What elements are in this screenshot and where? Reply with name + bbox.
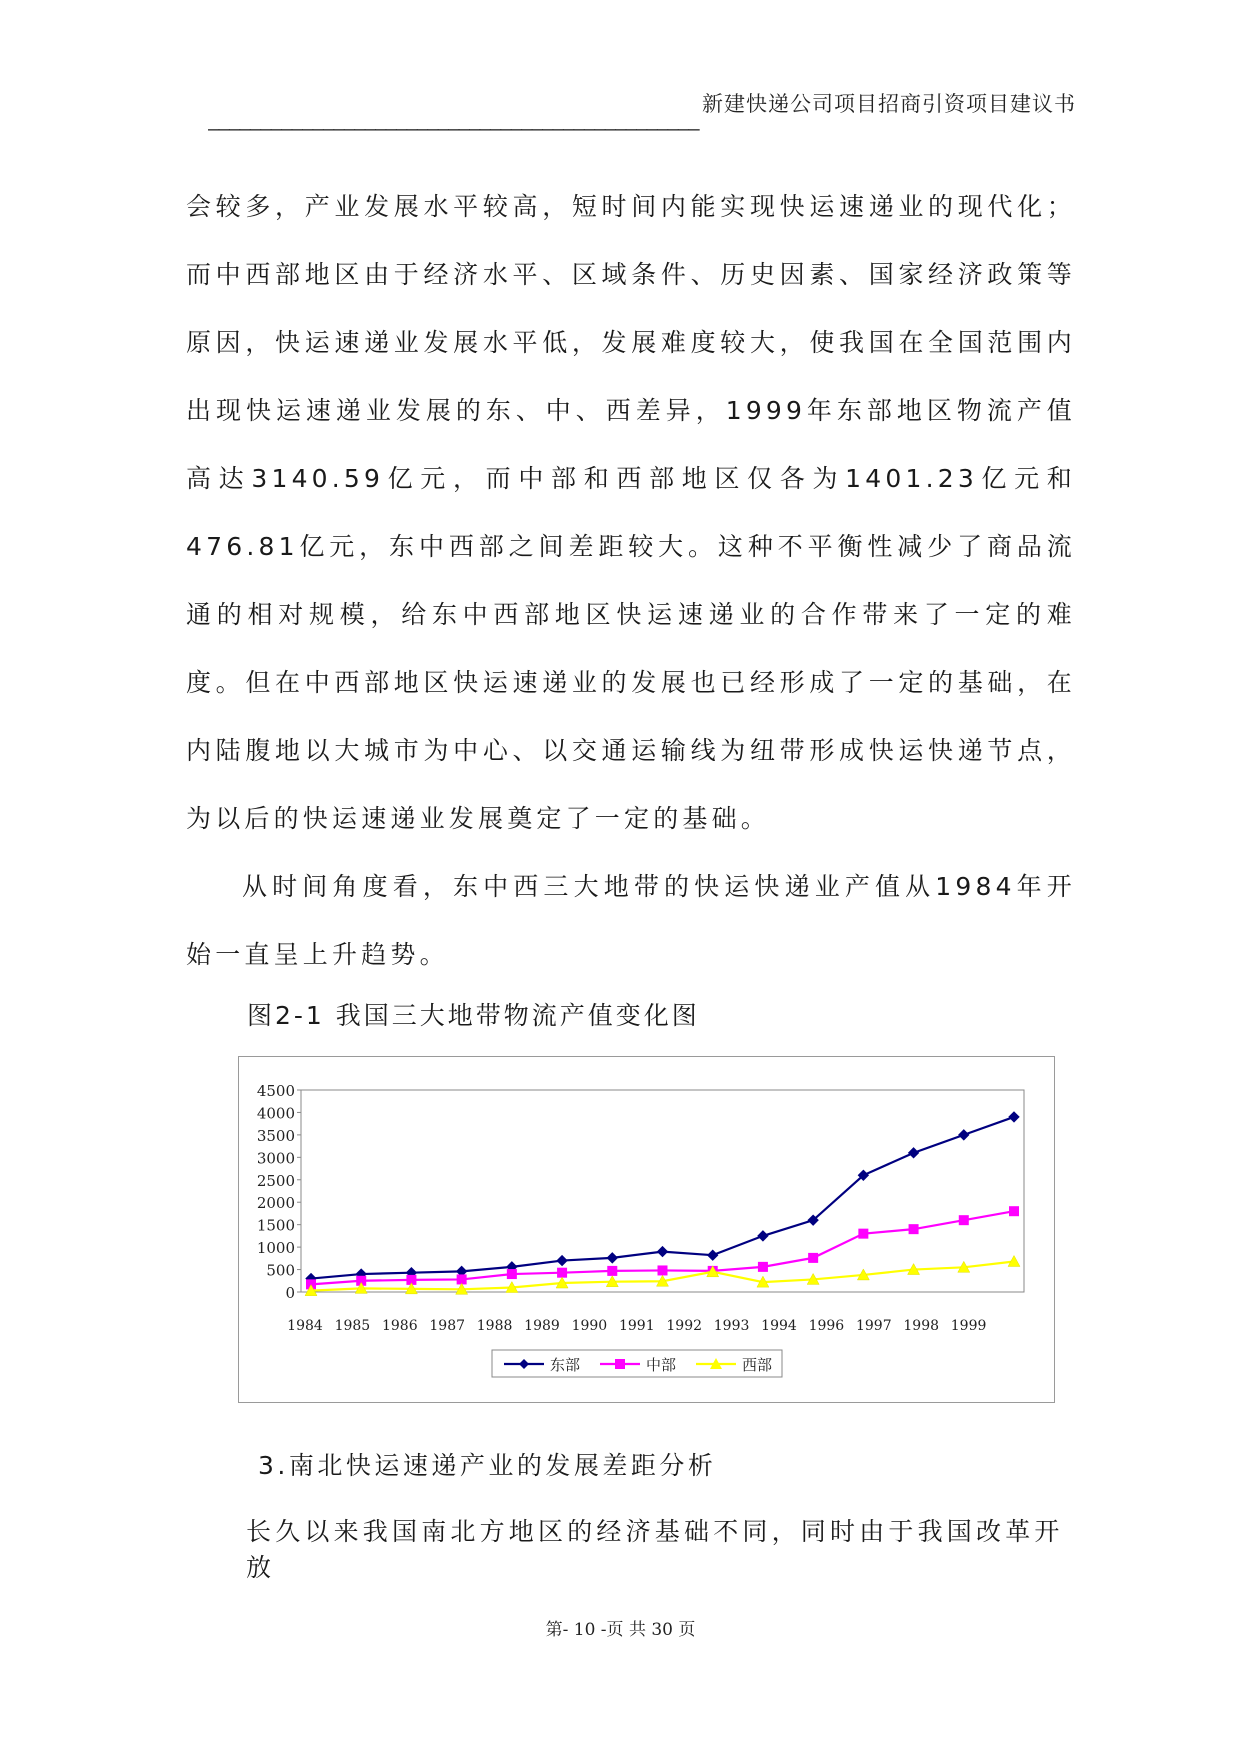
figure-caption: 图2-1 我国三大地带物流产值变化图 bbox=[247, 1001, 700, 1030]
x-tick-label: 1996 bbox=[808, 1318, 845, 1334]
data-point-east bbox=[909, 1148, 919, 1158]
paragraph-continued: 会较多，产业发展水平较高，短时间内能实现快运速递业的现代化；而中西部地区由于经济水平、区域条件、历史因素、国家经济政策等原因，快运速递业发展水平低，发展难度较大，使我国在全国范围内出现快运速递业发展的东、中、西差异，1999年东部地区物流产值高达3140.59亿元，而中部和西部地区仅各为1401.23亿元和476.81亿元，东中西部之间差距较大。这种不平衡性减少了商品流通的相对规模，给东中西部地区快运速递业的合作带来了一定的难度。但在中西部地区快运速递业的发展也已经形成了一定的基础，在内陆腹地以大城市为中心、以交通运输线为纽带形成快运快递节点，为以后的快运速递业发展奠定了一定的基础。 bbox=[186, 192, 1076, 833]
data-point-east bbox=[708, 1250, 718, 1260]
data-point-central bbox=[758, 1262, 768, 1272]
x-tick-label: 1999 bbox=[950, 1318, 987, 1334]
y-tick-label: 3000 bbox=[256, 1149, 295, 1168]
data-point-east bbox=[1009, 1112, 1019, 1122]
header-divider: ——————————————————————————————————————————————— bbox=[208, 118, 699, 138]
data-point-central bbox=[557, 1268, 567, 1278]
paragraph-time-trend: 从时间角度看，东中西三大地带的快运快递业产值从1984年开始一直呈上升趋势。 bbox=[186, 872, 1076, 969]
data-point-east bbox=[758, 1231, 768, 1241]
line-chart bbox=[238, 1056, 1055, 1403]
x-tick-label: 1998 bbox=[903, 1318, 940, 1334]
y-tick-label: 2500 bbox=[256, 1171, 295, 1190]
legend-label: 西部 bbox=[742, 1356, 773, 1374]
y-tick-label: 4500 bbox=[256, 1082, 295, 1100]
x-tick-label: 1984 bbox=[287, 1318, 323, 1334]
data-point-east bbox=[959, 1130, 969, 1140]
y-tick-label: 1000 bbox=[256, 1239, 295, 1258]
x-tick-label: 1997 bbox=[855, 1318, 892, 1334]
data-point-central bbox=[1009, 1206, 1019, 1216]
x-tick-label: 1994 bbox=[761, 1318, 797, 1334]
body-text bbox=[186, 173, 1076, 989]
x-tick-label: 1987 bbox=[429, 1318, 466, 1334]
x-tick-label: 1989 bbox=[524, 1318, 560, 1334]
data-point-east bbox=[557, 1256, 567, 1266]
x-tick-label: 1992 bbox=[666, 1318, 703, 1334]
x-tick-label: 1991 bbox=[618, 1318, 655, 1334]
data-point-central bbox=[959, 1215, 969, 1225]
y-tick-label: 500 bbox=[266, 1261, 295, 1280]
running-header: 新建快递公司项目招商引资项目建议书 bbox=[702, 92, 1076, 116]
y-tick-label: 4000 bbox=[256, 1104, 295, 1123]
y-tick-label: 3500 bbox=[256, 1126, 295, 1145]
legend-label: 东部 bbox=[550, 1356, 581, 1374]
x-tick-label: 1988 bbox=[476, 1318, 513, 1334]
x-tick-label: 1990 bbox=[571, 1318, 608, 1334]
data-point-central bbox=[858, 1229, 868, 1239]
data-point-central bbox=[507, 1269, 517, 1279]
paragraph-north-south: 长久以来我国南北方地区的经济基础不同，同时由于我国改革开放 bbox=[246, 1517, 1064, 1582]
legend-label: 中部 bbox=[646, 1356, 677, 1374]
section-heading: 3.南北快运速递产业的发展差距分析 bbox=[258, 1451, 717, 1480]
page-footer: 第- 10 -页 共 30 页 bbox=[545, 1620, 696, 1640]
x-tick-label: 1986 bbox=[381, 1318, 418, 1334]
data-point-central bbox=[607, 1266, 617, 1276]
x-tick-label: 1993 bbox=[713, 1318, 750, 1334]
data-point-central bbox=[909, 1224, 919, 1234]
legend-marker-square bbox=[615, 1359, 625, 1369]
data-point-central bbox=[808, 1253, 818, 1263]
data-point-central bbox=[658, 1265, 668, 1275]
plot-area bbox=[301, 1090, 1024, 1292]
y-tick-label: 0 bbox=[285, 1284, 295, 1302]
y-tick-label: 1500 bbox=[256, 1216, 295, 1235]
data-point-east bbox=[658, 1247, 668, 1257]
y-tick-label: 2000 bbox=[256, 1194, 295, 1213]
chart-canvas bbox=[239, 1057, 1056, 1404]
x-tick-label: 1985 bbox=[334, 1318, 371, 1334]
data-point-east bbox=[607, 1253, 617, 1263]
